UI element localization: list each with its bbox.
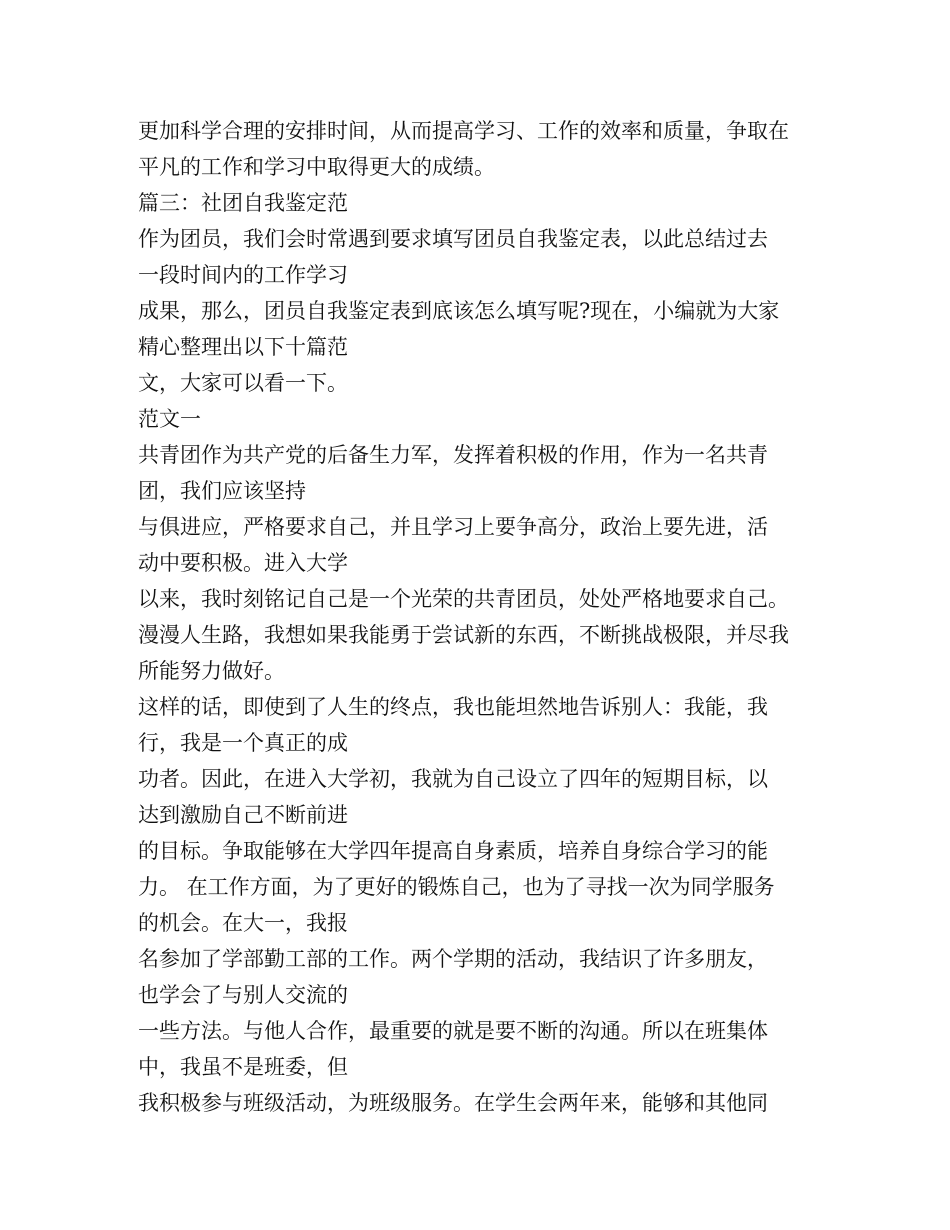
text-line: 一段时间内的工作学习 — [138, 263, 348, 287]
text-line: 的目标。争取能够在大学四年提高自身素质，培养自身综合学习的能 — [138, 839, 768, 863]
text-line: 这样的话，即使到了人生的终点，我也能坦然地告诉别人：我能，我 — [138, 695, 768, 719]
text-line: 共青团作为共产党的后备生力军，发挥着积极的作用，作为一名共青 — [138, 443, 768, 467]
text-line: 行，我是一个真正的成 — [138, 731, 348, 755]
text-line: 以来，我时刻铭记自己是一个光荣的共青团员，处处严格地要求自己。 — [138, 587, 789, 611]
text-line: 也学会了与别人交流的 — [138, 983, 348, 1007]
text-line: 与俱进应，严格要求自己，并且学习上要争高分，政治上要先进，活 — [138, 515, 768, 539]
text-line: 作为团员，我们会时常遇到要求填写团员自我鉴定表，以此总结过去 — [138, 227, 768, 251]
subheading: 范文一 — [138, 407, 201, 431]
text-line: 名参加了学部勤工部的工作。两个学期的活动，我结识了许多朋友， — [138, 947, 768, 971]
text-line: 成果，那么，团员自我鉴定表到底该怎么填写呢?现在，小编就为大家 — [138, 299, 780, 323]
text-line: 团，我们应该坚持 — [138, 479, 306, 503]
section-heading: 篇三：社团自我鉴定范 — [138, 191, 348, 215]
text-line: 平凡的工作和学习中取得更大的成绩。 — [138, 155, 495, 179]
text-line: 中，我虽不是班委，但 — [138, 1055, 348, 1079]
text-line: 力。 在工作方面，为了更好的锻炼自己，也为了寻找一次为同学服务 — [138, 875, 775, 899]
text-line: 我积极参与班级活动，为班级服务。在学生会两年来，能够和其他同 — [138, 1091, 768, 1115]
text-line: 精心整理出以下十篇范 — [138, 335, 348, 359]
text-line: 漫漫人生路，我想如果我能勇于尝试新的东西，不断挑战极限，并尽我 — [138, 623, 789, 647]
text-line: 更加科学合理的安排时间，从而提高学习、工作的效率和质量，争取在 — [138, 119, 789, 143]
text-line: 文，大家可以看一下。 — [138, 371, 348, 395]
text-line: 的机会。在大一，我报 — [138, 911, 348, 935]
text-line: 达到激励自己不断前进 — [138, 803, 348, 827]
text-line: 一些方法。与他人合作，最重要的就是要不断的沟通。所以在班集体 — [138, 1019, 768, 1043]
text-line: 功者。因此，在进入大学初，我就为自己设立了四年的短期目标，以 — [138, 767, 768, 791]
text-line: 动中要积极。进入大学 — [138, 551, 348, 575]
text-line: 所能努力做好。 — [138, 659, 285, 683]
